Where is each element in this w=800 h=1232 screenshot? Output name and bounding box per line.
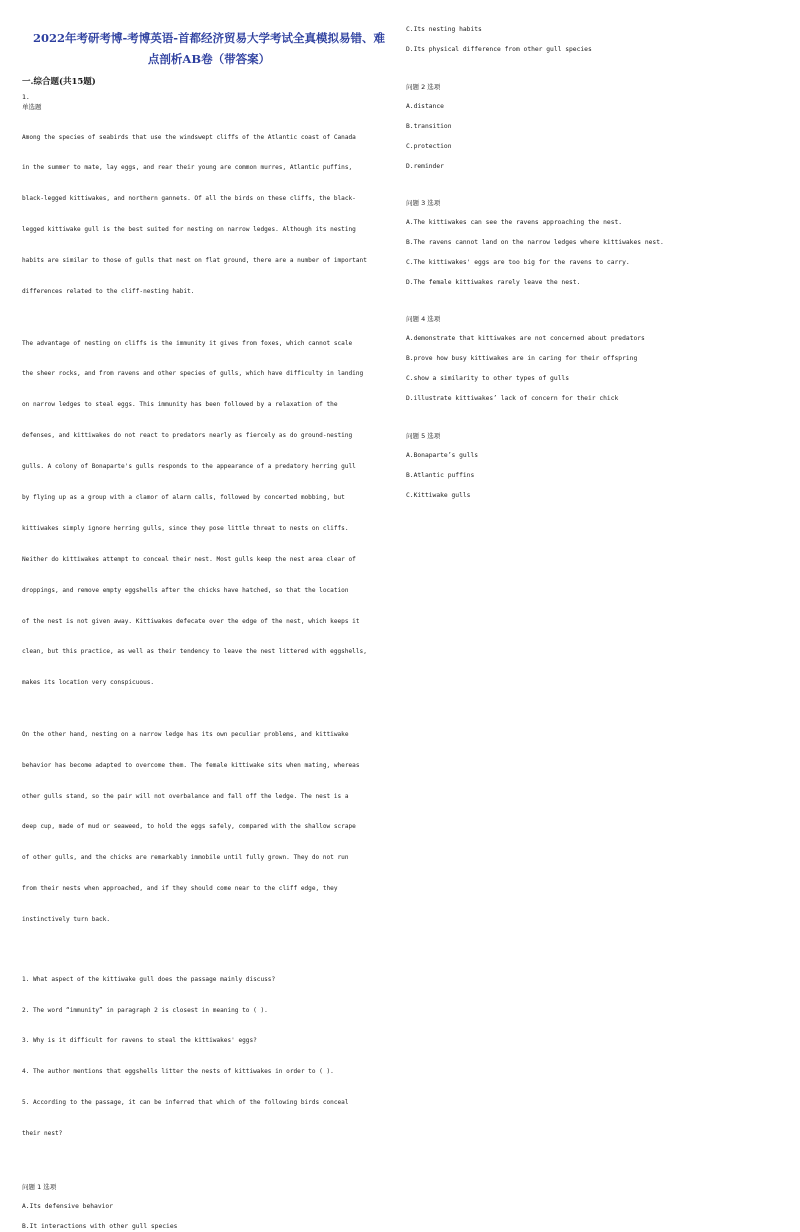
right-column: [406, 0, 786, 501]
page-title: [22, 28, 396, 70]
passage-line: by flying up as a group with a clamor of alarm calls, followed by concerted mobbing, but: [22, 493, 345, 501]
passage-paragraph-2: [22, 318, 396, 709]
option-q5-b[interactable]: B.Atlantic puffins: [406, 472, 475, 479]
option-q1-d[interactable]: D.Its physical difference from other gull species: [406, 46, 592, 53]
question-item: 2. The word “immunity” in paragraph 2 is closest in meaning to ( ).: [22, 1006, 268, 1014]
option-q1-b[interactable]: B.It interactions with other gull species: [22, 1222, 178, 1230]
option-q3-c[interactable]: C.The kittiwakes' eggs are too big for the ravens to carry.: [406, 259, 630, 266]
options-label-q3: 问题 3 选项: [406, 199, 441, 207]
passage-line: black-legged kittiwakes, and northern gannets. Of all the birds on these cliffs, the black-: [22, 195, 356, 203]
title-line-1: 2022年考研考博-考博英语-首都经济贸易大学考试全真模拟易错、难: [32, 31, 386, 45]
question-list: [22, 954, 396, 1160]
question-item: 4. The author mentions that eggshells litter the nests of kittiwakes in order to ( ).: [22, 1068, 334, 1076]
option-q5-c[interactable]: C.Kittiwake gulls: [406, 492, 471, 499]
question-number: 1.: [22, 93, 30, 101]
passage-line: on narrow ledges to steal eggs. This immunity has been followed by a relaxation of the: [22, 401, 338, 409]
passage-line: Neither do kittiwakes attempt to conceal their nest. Most gulls keep the nest area clear of: [22, 555, 356, 563]
passage-line: habits are similar to those of gulls that nest on flat ground, there are a number of important: [22, 257, 367, 265]
reading-passage: [22, 112, 396, 946]
options-label-q5: 问题 5 选项: [406, 432, 441, 440]
passage-line: in the summer to mate, lay eggs, and rear their young are common murres, Atlantic puffins,: [22, 164, 353, 172]
passage-line: On the other hand, nesting on a narrow ledge has its own peculiar problems, and kittiwake: [22, 730, 349, 738]
option-q4-d[interactable]: D.illustrate kittiwakes’ lack of concern for their chick: [406, 395, 619, 402]
passage-line: other gulls stand, so the pair will not overbalance and fall off the ledge. The nest is a: [22, 792, 349, 800]
passage-line: the sheer rocks, and from ravens and other species of gulls, which have difficulty in landing: [22, 370, 364, 378]
option-q4-b[interactable]: B.prove how busy kittiwakes are in caring for their offspring: [406, 355, 638, 362]
option-q5-a[interactable]: A.Bonaparte’s gulls: [406, 452, 479, 459]
section-heading: 一.综合题(共15题): [22, 77, 96, 87]
passage-paragraph-3: [22, 709, 396, 946]
passage-paragraph-1: [22, 112, 396, 318]
passage-line: from their nests when approached, and if they should come near to the cliff edge, they: [22, 885, 338, 893]
title-line-2: 点剖析AB卷（带答案）: [147, 52, 271, 66]
passage-line: differences related to the cliff-nesting habit.: [22, 288, 195, 296]
passage-line: gulls. A colony of Bonaparte's gulls responds to the appearance of a predatory herring gull: [22, 463, 356, 471]
option-q3-d[interactable]: D.The female kittiwakes rarely leave the nest.: [406, 279, 581, 286]
left-column: [22, 0, 396, 1232]
passage-line: droppings, and remove empty eggshells after the chicks have hatched, so that the location: [22, 586, 349, 594]
passage-line: kittiwakes simply ignore herring gulls, since they pose little threat to nests on cliffs.: [22, 524, 349, 532]
options-label-q1: 问题 1 选项: [22, 1182, 57, 1191]
passage-line: behavior has become adapted to overcome them. The female kittiwake sits when mating, whereas: [22, 761, 360, 769]
passage-line: deep cup, made of mud or seaweed, to hold the eggs safely, compared with the shallow scrape: [22, 823, 356, 831]
passage-line: of the nest is not given away. Kittiwakes defecate over the edge of the nest, which keeps it: [22, 617, 360, 625]
passage-line: of other gulls, and the chicks are remarkably immobile until fully grown. They do not run: [22, 854, 349, 862]
question-item: 1. What aspect of the kittiwake gull does the passage mainly discuss?: [22, 975, 276, 983]
question-item: 3. Why is it difficult for ravens to steal the kittiwakes' eggs?: [22, 1037, 257, 1045]
question-type: 单选题: [22, 103, 42, 111]
passage-line: clean, but this practice, as well as their tendency to leave the nest littered with eggshells,: [22, 648, 367, 656]
option-q3-b[interactable]: B.The ravens cannot land on the narrow ledges where kittiwakes nest.: [406, 239, 664, 246]
option-q2-c[interactable]: C.protection: [406, 143, 452, 150]
passage-line: legged kittiwake gull is the best suited for nesting on narrow ledges. Although its nesting: [22, 226, 356, 234]
option-q3-a[interactable]: A.The kittiwakes can see the ravens approaching the nest.: [406, 219, 623, 226]
option-q2-a[interactable]: A.distance: [406, 103, 444, 110]
option-q1-a[interactable]: A.Its defensive behavior: [22, 1202, 113, 1210]
passage-line: Among the species of seabirds that use the windswept cliffs of the Atlantic coast of Canada: [22, 133, 356, 141]
options-label-q2: 问题 2 选项: [406, 83, 441, 91]
passage-line: instinctively turn back.: [22, 916, 111, 924]
option-q2-b[interactable]: B.transition: [406, 123, 452, 130]
question-item: 5. According to the passage, it can be inferred that which of the following birds conceal: [22, 1099, 349, 1107]
passage-line: makes its location very conspicuous.: [22, 679, 155, 687]
passage-line: defenses, and kittiwakes do not react to predators nearly as fiercely as do ground-nesting: [22, 432, 353, 440]
option-q2-d[interactable]: D.reminder: [406, 163, 444, 170]
option-q4-a[interactable]: A.demonstrate that kittiwakes are not concerned about predators: [406, 335, 645, 342]
passage-line: The advantage of nesting on cliffs is the immunity it gives from foxes, which cannot scale: [22, 339, 353, 347]
option-q4-c[interactable]: C.show a similarity to other types of gulls: [406, 375, 570, 382]
question-item: their nest?: [22, 1130, 63, 1138]
option-q1-c[interactable]: C.Its nesting habits: [406, 26, 482, 33]
options-label-q4: 问题 4 选项: [406, 315, 441, 323]
